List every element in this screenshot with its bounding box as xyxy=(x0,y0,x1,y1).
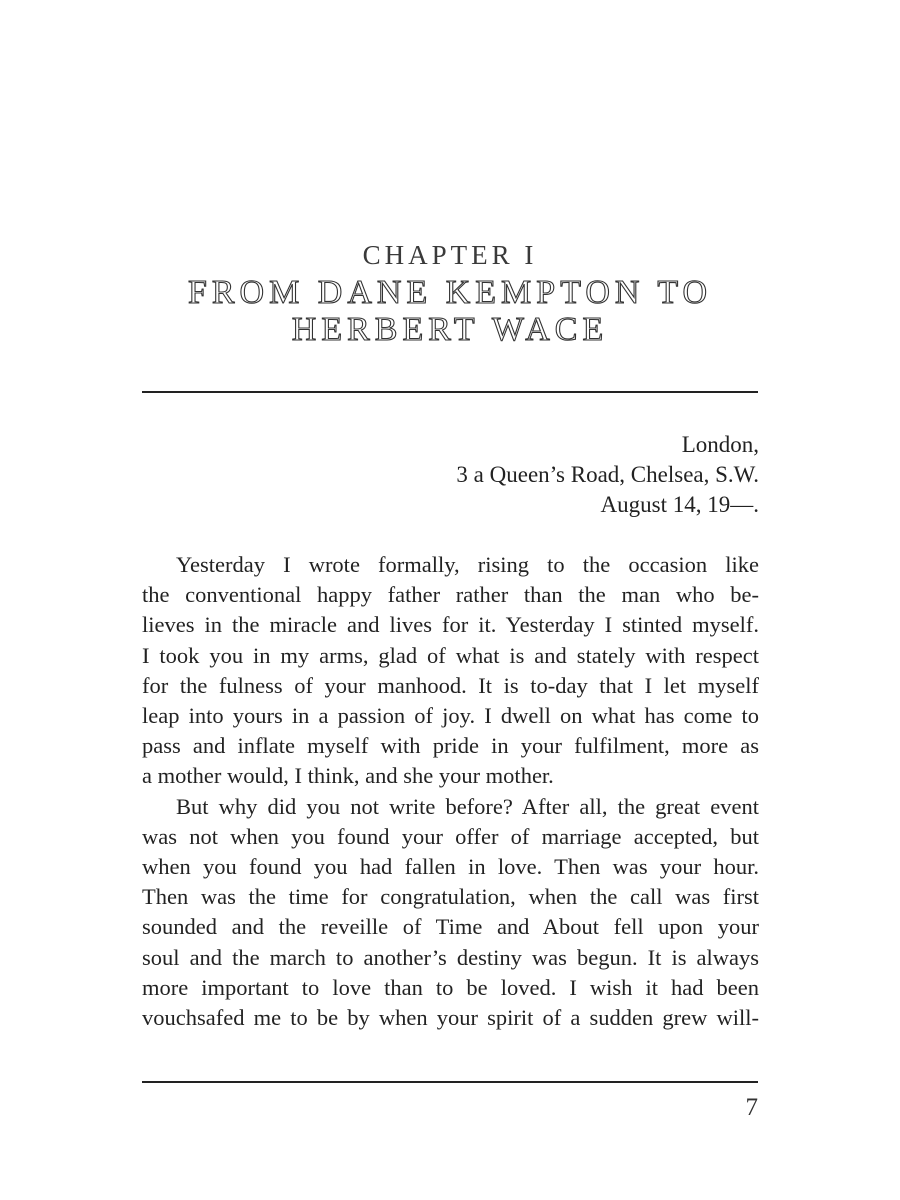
page-number: 7 xyxy=(745,1094,758,1121)
chapter-title: FROM DANE KEMPTON TO HERBERT WACE xyxy=(187,274,713,348)
dateline-date: August 14, 19—. xyxy=(600,492,759,517)
text-line: the conventional happy father rather than the man who be- xyxy=(142,582,759,608)
text-line: was not when you found your offer of marriage accepted, but xyxy=(142,823,759,849)
text-line: soul and the march to another’s destiny was begun. It is always xyxy=(142,944,759,970)
text-line: for the fulness of your manhood. It is to-day that I let myself xyxy=(142,672,759,698)
text-line: Yesterday I wrote formally, rising to the occasion like xyxy=(176,552,759,577)
bottom-divider xyxy=(142,1081,758,1083)
text-line: But why did you not write before? After all, the great event xyxy=(176,793,759,819)
letter-body xyxy=(142,550,759,1033)
text-line: sounded and the reveille of Time and About fell upon your xyxy=(142,914,759,940)
paragraph xyxy=(142,550,759,792)
text-line: Then was the time for congratulation, when the call was first xyxy=(142,884,759,910)
top-divider xyxy=(142,391,758,393)
text-line: when you found you had fallen in love. Then was your hour. xyxy=(142,854,759,880)
letter-dateline xyxy=(456,430,759,520)
text-line: a mother would, I think, and she your mother. xyxy=(142,763,554,789)
text-line: leap into yours in a passion of joy. I dwell on what has come to xyxy=(142,703,759,729)
paragraph xyxy=(142,792,759,1034)
text-line: more important to love than to be loved. I wish it had been xyxy=(142,974,759,1000)
chapter-label: CHAPTER I xyxy=(362,240,538,270)
text-line: vouchsafed me to be by when your spirit of a sudden grew will- xyxy=(142,1005,759,1031)
text-line: pass and inflate myself with pride in your fulfilment, more as xyxy=(142,733,759,759)
dateline-place: London, xyxy=(681,432,759,457)
text-line: lieves in the miracle and lives for it. Yesterday I stinted myself. xyxy=(142,612,759,638)
dateline-address: 3 a Queen’s Road, Chelsea, S.W. xyxy=(456,462,759,487)
text-line: I took you in my arms, glad of what is and stately with respect xyxy=(142,642,759,668)
